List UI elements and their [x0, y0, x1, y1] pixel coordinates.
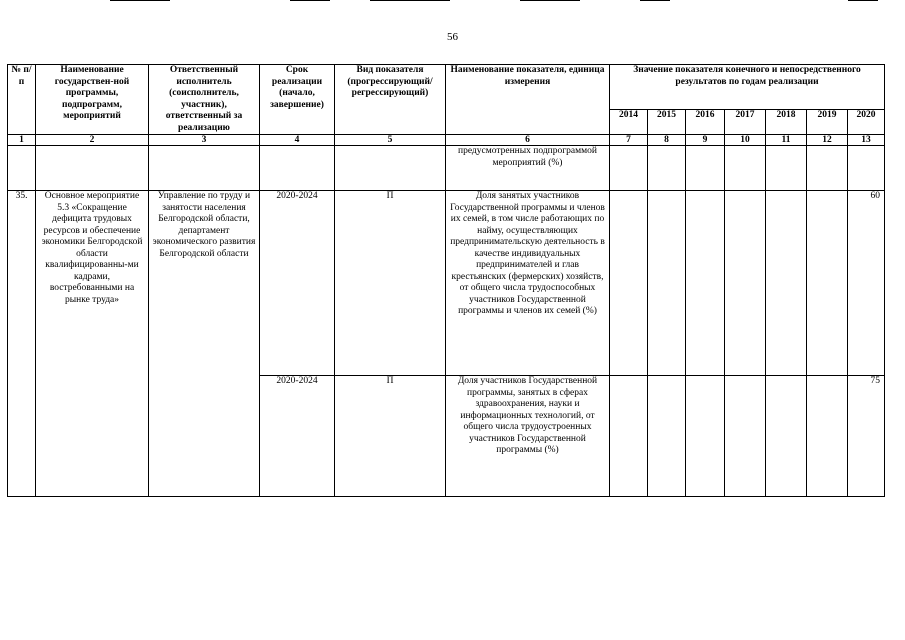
- scan-edge-mark: [848, 0, 878, 1]
- program-name: Основное мероприятие 5.3 «Сокращение дефицита трудовых ресурсов и обеспечение экономики Белгородской области квалифицированны-ми кадрами, востребованными на рынке труда»: [36, 191, 149, 497]
- cell-empty: [686, 191, 725, 376]
- cell-empty: [686, 146, 725, 191]
- cell-empty: [766, 191, 807, 376]
- header-year: 2020: [848, 110, 885, 135]
- column-number: 1: [8, 135, 36, 146]
- table-row: [8, 191, 885, 376]
- header-year: 2015: [648, 110, 686, 135]
- value-2020: 60: [848, 191, 885, 376]
- cell-empty: [807, 376, 848, 497]
- scan-edge-mark: [640, 0, 670, 1]
- cell-empty: [725, 376, 766, 497]
- header-year: 2017: [725, 110, 766, 135]
- column-number: 12: [807, 135, 848, 146]
- header-values-group: Значение показателя конечного и непосредственного результатов по годам реализации: [610, 65, 885, 110]
- header-year: 2016: [686, 110, 725, 135]
- cell-empty: [149, 146, 260, 191]
- column-number-row: [8, 135, 885, 146]
- column-number: 13: [848, 135, 885, 146]
- period: 2020-2024: [260, 191, 335, 376]
- scan-edge-mark: [110, 0, 170, 1]
- cell-empty: [725, 191, 766, 376]
- indicators-table: [7, 64, 885, 497]
- cell-empty: [8, 146, 36, 191]
- responsible-executor: Управление по труду и занятости населения Белгородской области, департамент экономического развития Белгородской области: [149, 191, 260, 497]
- column-number: 2: [36, 135, 149, 146]
- scan-edge-mark: [370, 0, 450, 1]
- column-number: 4: [260, 135, 335, 146]
- cell-empty: [648, 376, 686, 497]
- cell-empty: [686, 376, 725, 497]
- header-num: № п/п: [8, 65, 36, 135]
- cell-empty: [610, 191, 648, 376]
- cell-empty: [807, 191, 848, 376]
- cell-empty: [648, 191, 686, 376]
- header-indicator-name: Наименование показателя, единица измерения: [446, 65, 610, 135]
- cell-empty: [648, 146, 686, 191]
- cell-empty: [36, 146, 149, 191]
- header-row: [8, 65, 885, 110]
- header-indicator-type: Вид показателя (прогрессирующий/ регрессирующий): [335, 65, 446, 135]
- cell-empty: [610, 146, 648, 191]
- cell-empty: [725, 146, 766, 191]
- value-2020: 75: [848, 376, 885, 497]
- page-number: 56: [447, 31, 458, 43]
- indicator-name: Доля участников Государственной программы, занятых в сферах здравоохранения, науки и информационных технологий, от общего числа трудоустроенных участников Государственной программы (%): [446, 376, 610, 497]
- header-responsible: Ответственный исполнитель (соисполнитель, участник), ответственный за реализацию: [149, 65, 260, 135]
- column-number: 11: [766, 135, 807, 146]
- cell-empty: [807, 146, 848, 191]
- scan-edge-mark: [520, 0, 580, 1]
- continuation-indicator-name: предусмотренных подпрограммой мероприятий (%): [446, 146, 610, 191]
- indicator-name: Доля занятых участников Государственной программы и членов их семей, в том числе работающих по найму, осуществляющих предпринимательскую деятельность в качестве индивидуальных предпринимателей и глав крестьянских (фермерских) хозяйств, от общего числа трудоспособных участников Государственной программы и членов их семей (%): [446, 191, 610, 376]
- header-year: 2014: [610, 110, 648, 135]
- cell-empty: [610, 376, 648, 497]
- column-number: 10: [725, 135, 766, 146]
- cell-empty: [848, 146, 885, 191]
- row-number: 35.: [8, 191, 36, 497]
- column-number: 9: [686, 135, 725, 146]
- indicator-type: П: [335, 376, 446, 497]
- header-year: 2019: [807, 110, 848, 135]
- header-program-name: Наименование государствен-ной программы, подпрограмм, мероприятий: [36, 65, 149, 135]
- header-period: Срок реализации (начало, завершение): [260, 65, 335, 135]
- column-number: 6: [446, 135, 610, 146]
- header-year: 2018: [766, 110, 807, 135]
- column-number: 5: [335, 135, 446, 146]
- cell-empty: [766, 376, 807, 497]
- scan-edge-mark: [290, 0, 330, 1]
- cell-empty: [260, 146, 335, 191]
- column-number: 3: [149, 135, 260, 146]
- indicator-type: П: [335, 191, 446, 376]
- column-number: 7: [610, 135, 648, 146]
- cell-empty: [766, 146, 807, 191]
- period: 2020-2024: [260, 376, 335, 497]
- cell-empty: [335, 146, 446, 191]
- continuation-row: [8, 146, 885, 191]
- column-number: 8: [648, 135, 686, 146]
